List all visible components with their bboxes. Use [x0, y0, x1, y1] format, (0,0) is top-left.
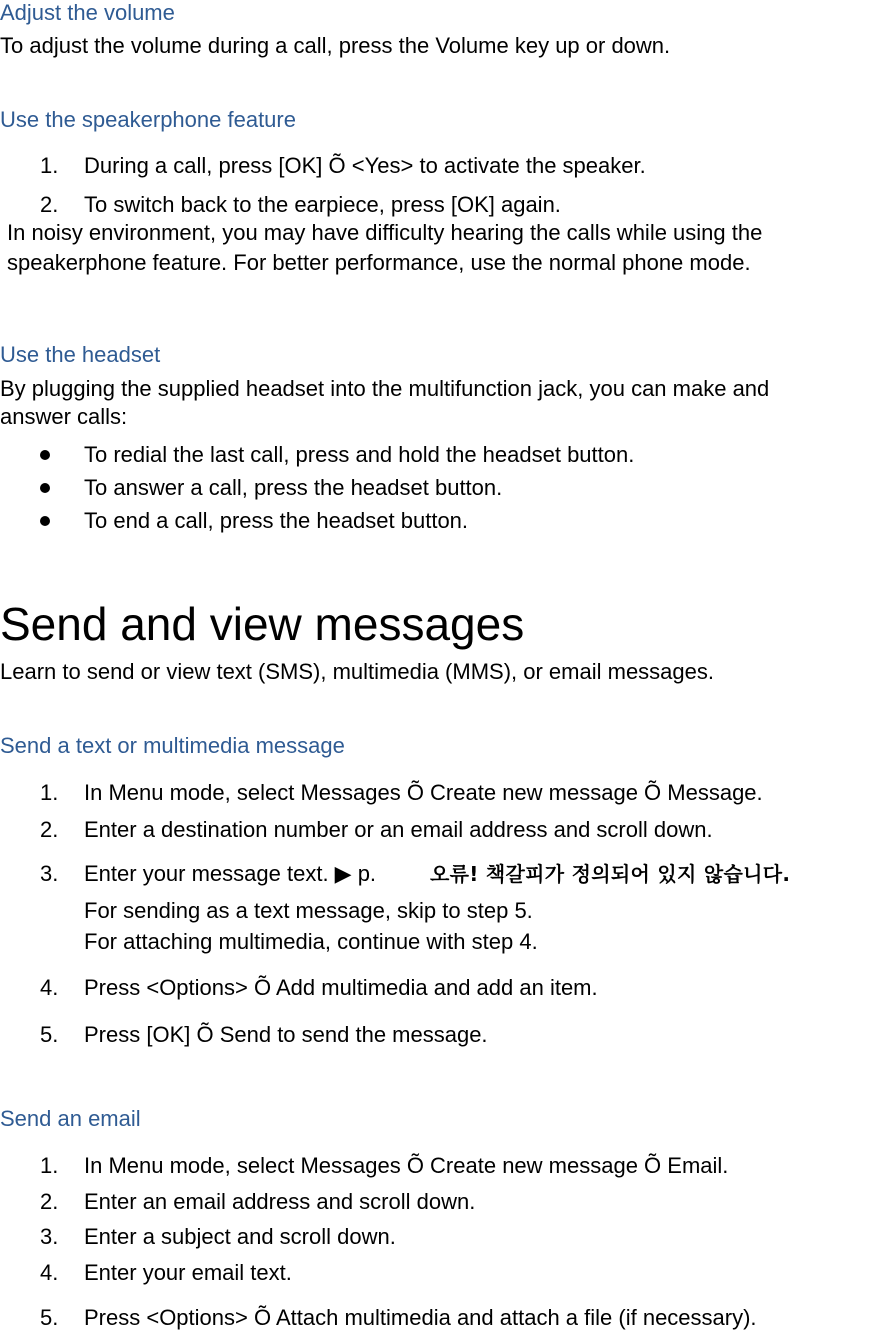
- page-title: Send and view messages: [0, 598, 525, 650]
- section-heading-speakerphone: Use the speakerphone feature: [0, 107, 296, 132]
- step-text: Enter a destination number or an email address and scroll down.: [84, 817, 713, 842]
- step-text: To switch back to the earpiece, press [OK] again.: [84, 192, 561, 217]
- step-number: 2.: [40, 1189, 59, 1214]
- note-line: In noisy environment, you may have difficulty hearing the calls while using the: [7, 220, 763, 245]
- volume-text: To adjust the volume during a call, press the Volume key up or down.: [0, 33, 671, 58]
- bullet-text: To redial the last call, press and hold the headset button.: [84, 442, 635, 467]
- step-number: 3.: [40, 861, 59, 886]
- step-number: 4.: [40, 1260, 59, 1285]
- step-number: 5.: [40, 1022, 59, 1047]
- step-number: 4.: [40, 975, 59, 1000]
- step-number: 5.: [40, 1305, 59, 1330]
- messages-intro: Learn to send or view text (SMS), multimedia (MMS), or email messages.: [0, 659, 715, 684]
- bullet-icon: [40, 450, 50, 460]
- step-sub-text: For sending as a text message, skip to step 5.: [84, 898, 533, 923]
- bookmark-error-text: 오류! 책갈피가 정의되어 있지 않습니다.: [430, 862, 791, 886]
- step-number: 1.: [40, 780, 59, 805]
- step-text: Enter an email address and scroll down.: [84, 1189, 476, 1214]
- headset-intro-line: answer calls:: [0, 404, 128, 429]
- step-text: Enter your message text. ▶ p.: [84, 861, 377, 886]
- step-text: Enter a subject and scroll down.: [84, 1224, 396, 1249]
- step-text: Press <Options> Õ Attach multimedia and attach a file (if necessary).: [84, 1305, 757, 1330]
- step-number: 1.: [40, 153, 59, 178]
- step-number: 2.: [40, 817, 59, 842]
- step-sub-text: For attaching multimedia, continue with step 4.: [84, 929, 538, 954]
- headset-intro-line: By plugging the supplied headset into the multifunction jack, you can make and: [0, 376, 770, 401]
- section-heading-send-email: Send an email: [0, 1106, 141, 1131]
- bullet-text: To end a call, press the headset button.: [84, 508, 469, 533]
- step-text: Press [OK] Õ Send to send the message.: [84, 1022, 488, 1047]
- step-text: In Menu mode, select Messages Õ Create new message Õ Email.: [84, 1153, 729, 1178]
- step-text: During a call, press [OK] Õ <Yes> to activate the speaker.: [84, 153, 646, 178]
- step-text: In Menu mode, select Messages Õ Create new message Õ Message.: [84, 780, 763, 805]
- bullet-text: To answer a call, press the headset button.: [84, 475, 503, 500]
- note-line: speakerphone feature. For better performance, use the normal phone mode.: [7, 250, 751, 275]
- step-text: Press <Options> Õ Add multimedia and add an item.: [84, 975, 598, 1000]
- section-heading-send-text: Send a text or multimedia message: [0, 733, 345, 758]
- bullet-icon: [40, 516, 50, 526]
- step-number: 1.: [40, 1153, 59, 1178]
- step-number: 2.: [40, 192, 59, 217]
- section-heading-headset: Use the headset: [0, 342, 161, 367]
- step-number: 3.: [40, 1224, 59, 1249]
- step-text: Enter your email text.: [84, 1260, 292, 1285]
- section-heading-volume: Adjust the volume: [0, 0, 175, 25]
- bullet-icon: [40, 483, 50, 493]
